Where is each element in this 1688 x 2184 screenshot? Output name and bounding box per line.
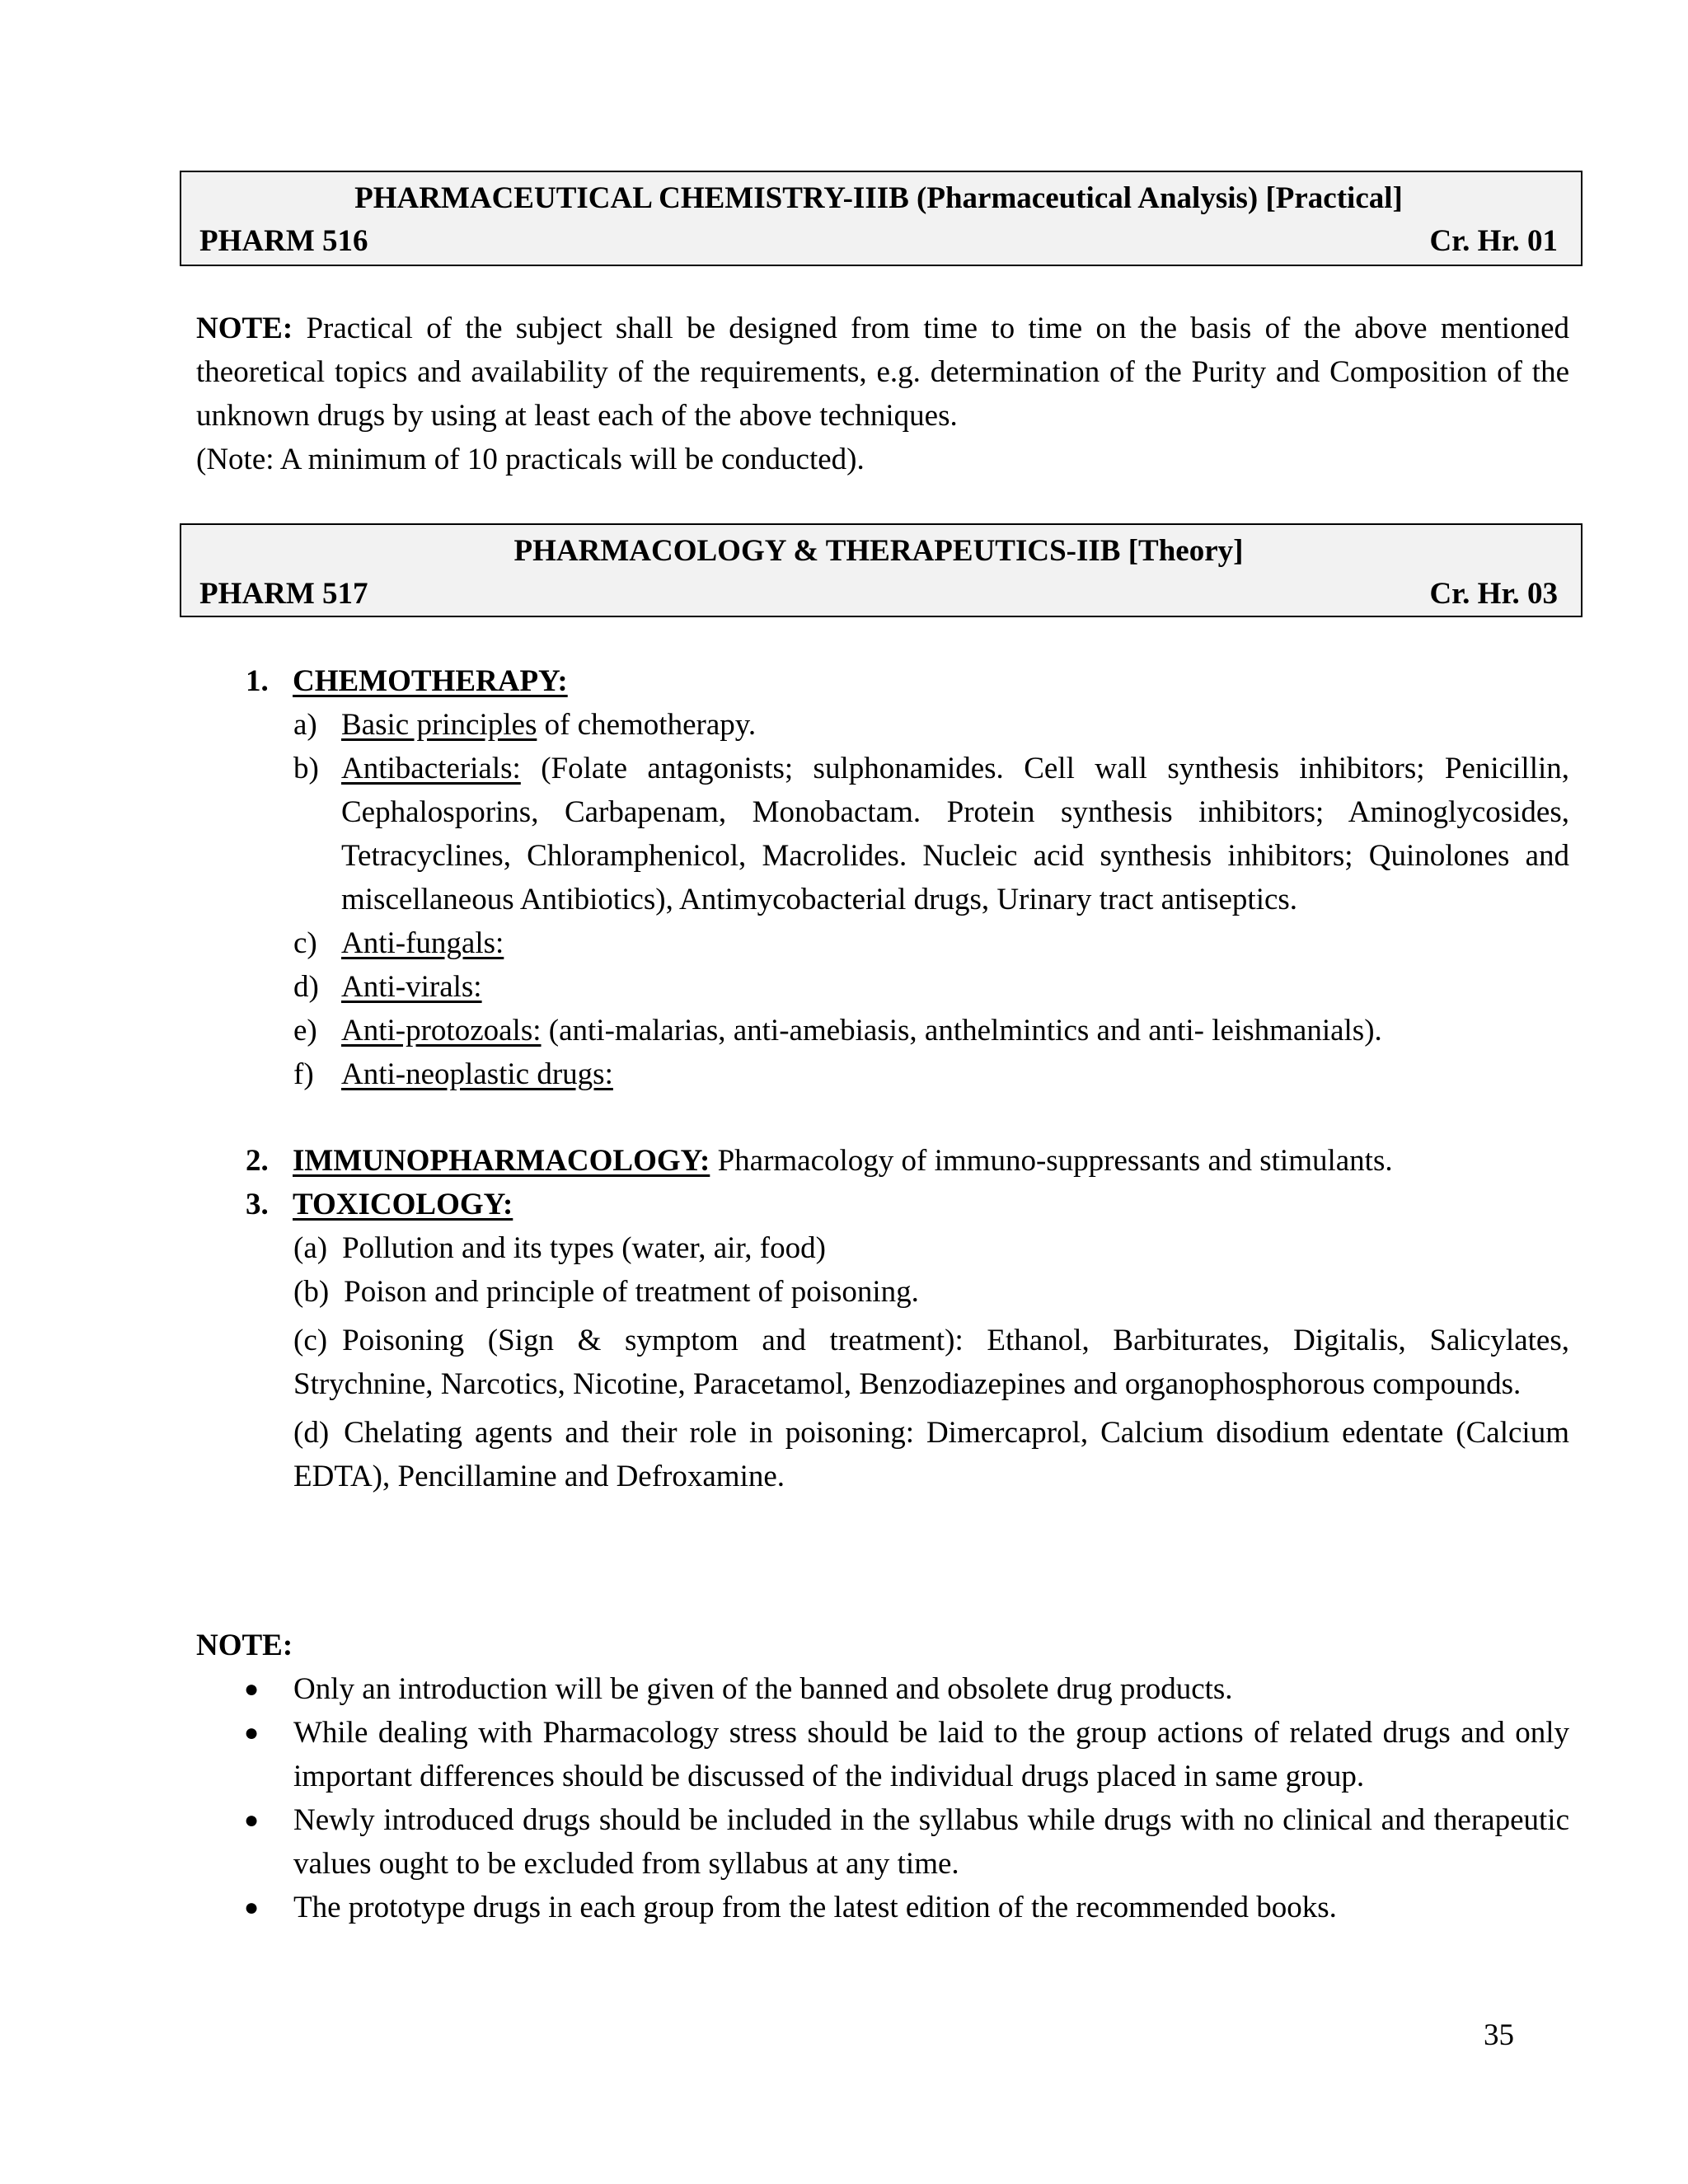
subtopic-title: Anti-protozoals: [341,1014,542,1047]
subtopic-label: c) [293,926,317,960]
note-bullet [244,1711,1569,1798]
toxicology-label: (c) [293,1324,328,1357]
subtopic-item [293,1052,1569,1096]
subtopic-title: Anti-neoplastic drugs: [341,1057,613,1091]
subtopic-item [293,965,1569,1009]
final-note [196,1624,1569,1929]
course-header-pharm-517 [180,523,1582,617]
subtopic-item [293,703,1569,747]
subtopic-title: Basic principles [341,708,537,742]
subtopic-label: e) [293,1014,317,1047]
bullet-text: Newly introduced drugs should be included in the syllabus while drugs with no clinical and therapeutic values ought to be excluded from syllabus at any time. [293,1803,1569,1881]
toxicology-text: Pollution and its types (water, air, food) [342,1231,826,1265]
practical-note [196,307,1569,481]
subtopic-title: Anti-virals: [341,970,482,1004]
topic-chemotherapy [196,659,1569,1096]
subtopic-label: b) [293,752,319,785]
bullet-icon: ● [244,1894,260,1921]
bullet-icon: ● [244,1719,260,1746]
note-bullet [244,1667,1569,1711]
credit-hours: Cr. Hr. 01 [1429,224,1558,258]
subtopic-text: (Folate antagonists; sulphonamides. Cell wall synthesis inhibitors; Penicillin, Cephalosporins, Carbapenam, Monobactam. Protein synthesis inhibitors; Aminoglycosides, Tetracyclines, Chloramphenicol, Macrolides. Nucleic acid synthesis inhibitors; Quinolones and miscellaneous Antibiotics), Antimycobacterial drugs, Urinary tract antiseptics. [341,752,1569,916]
bullet-text: While dealing with Pharmacology stress should be laid to the group actions of related drugs and only important differences should be discussed of the individual drugs placed in same group. [293,1716,1569,1793]
course-code: PHARM 517 [199,577,368,611]
bullet-icon: ● [244,1675,260,1703]
topic-list [196,659,1569,1498]
course-code: PHARM 516 [199,224,368,258]
bullet-icon: ● [244,1807,260,1834]
topic-number: 3. [246,1188,269,1221]
topic-heading: IMMUNOPHARMACOLOGY: [293,1144,710,1178]
topic-number: 1. [246,664,269,698]
subtopic-title: Antibacterials: [341,752,521,785]
bullet-text: Only an introduction will be given of the banned and obsolete drug products. [293,1672,1233,1706]
course-header-pharm-516 [180,171,1582,266]
toxicology-item [293,1319,1569,1406]
subtopic-text: (anti-malarias, anti-amebiasis, anthelmintics and anti- leishmanials). [541,1014,1382,1047]
page-number: 35 [1484,2018,1514,2052]
topic-number: 2. [246,1144,269,1178]
course-meta-row [199,220,1558,263]
toxicology-text: Poisoning (Sign & symptom and treatment): Ethanol, Barbiturates, Digitalis, Salicylates, Strychnine, Narcotics, Nicotine, Paracetamol, Benzodiazepines and organophosphorous compounds. [293,1324,1569,1401]
subtopic-label: d) [293,970,319,1004]
subtopic-item [293,921,1569,965]
toxicology-label: (a) [293,1231,328,1265]
subtopic-label: f) [293,1057,314,1091]
subtopic-item [293,1009,1569,1052]
subtopic-text: of chemotherapy. [537,708,757,742]
note-bullet [244,1798,1569,1886]
toxicology-item [293,1270,1569,1314]
topic-toxicology [196,1183,1569,1498]
course-title: PHARMACEUTICAL CHEMISTRY-IIIB (Pharmaceutical Analysis) [Practical] [354,181,1403,215]
note-text: Practical of the subject shall be designed from time to time on the basis of the above mentioned theoretical topics and availability of the requirements, e.g. determination of the Purity and Composition of the unknown drugs by using at least each of the above techniques. [196,312,1570,433]
subtopic-title: Anti-fungals: [341,926,504,960]
note-bullet [244,1886,1569,1929]
topic-text: Pharmacology of immuno-suppressants and stimulants. [710,1144,1393,1178]
topic-heading: CHEMOTHERAPY: [293,664,568,698]
toxicology-label: (b) [293,1275,330,1309]
topic-immunopharmacology [196,1139,1569,1183]
toxicology-item [293,1226,1569,1270]
credit-hours: Cr. Hr. 03 [1429,577,1558,611]
course-title: PHARMACOLOGY & THERAPEUTICS-IIB [Theory] [513,534,1244,568]
subtopic-label: a) [293,708,317,742]
bullet-text: The prototype drugs in each group from the latest edition of the recommended books. [293,1891,1337,1924]
note-label: NOTE: [196,1629,293,1662]
toxicology-text: Poison and principle of treatment of poisoning. [344,1275,919,1309]
topic-heading: TOXICOLOGY: [293,1188,513,1221]
toxicology-text: Chelating agents and their role in poisoning: Dimercaprol, Calcium disodium edentate (Calcium EDTA), Pencillamine and Defroxamine. [293,1416,1569,1493]
note-label: NOTE: [196,312,293,345]
toxicology-item [293,1411,1569,1498]
subtopic-item [293,747,1569,921]
toxicology-label: (d) [293,1416,330,1450]
course-meta-row [199,573,1558,616]
note-minimum: (Note: A minimum of 10 practicals will be conducted). [196,443,865,476]
